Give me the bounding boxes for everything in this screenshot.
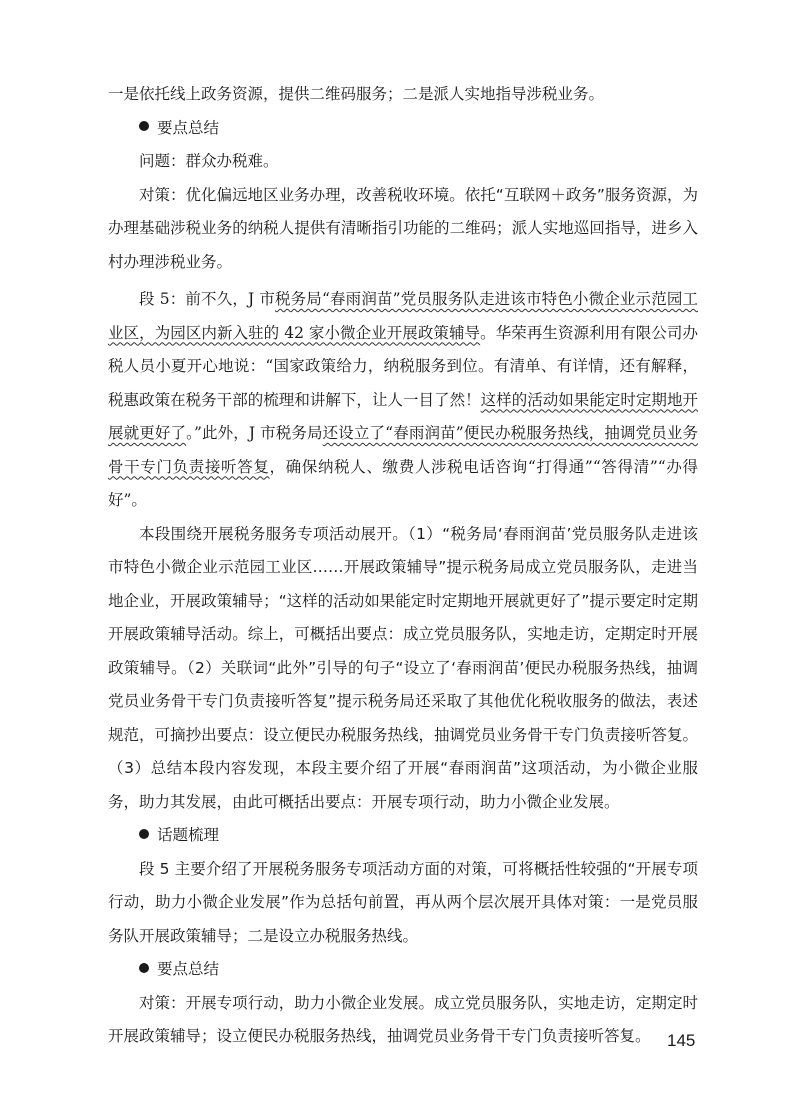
summary-heading-1 [108,112,698,146]
summary-measure-1: 对策：优化偏远地区业务办理，改善税收环境。依托“互联网＋政务”服务资源，为办理基础涉税业务的纳税人提供有清晰指引功能的二维码；派人实地巡回指导，进乡入村办理涉税业务。 [108,185,698,271]
topic-heading-text: 话题梳理 [157,826,220,844]
para5-text-3: 。”此外，J 市税务局 [186,424,323,442]
topic-heading [108,819,698,853]
summary-heading-2-text: 要点总结 [157,960,220,978]
para5-text-2: 。华荣再生资源利用有限公司办税人员小夏开心地说：“国家政策给力，纳税服务到位。有清单、有详情，还有解释，税惠政策在税务干部的梳理和讲解下，让人一目了然！ [108,323,698,409]
page-number: 145 [667,1031,696,1050]
para5-text-4: ，确保纳税人、缴费人涉税电话咨询“打得通”“答得清”“办得好”。 [108,457,698,509]
summary-heading-2 [108,953,698,987]
para5-text-1: 段 5：前不久，J 市 [139,290,275,308]
continued-line: 一是依托线上政务资源，提供二维码服务；二是派人实地指导涉税业务。 [108,85,605,103]
para5-underline-2: 这样的活动如果能定时定期地开展就更好了 [108,390,698,442]
paragraph-5 [108,283,698,518]
bullet-icon [139,121,149,131]
para5-underline-3: 还设立了“春雨润苗”便民办税服务热线，抽调党员业务骨干专门负责接听答复 [108,424,698,476]
para5-underline-1: 税务局“春雨润苗”党员服务队走进该市特色小微企业示范园工业区，为园区内新入驻的 42 家小微企业开展政策辅导 [108,290,698,342]
bullet-icon [139,963,149,973]
topic-text: 段 5 主要介绍了开展税务服务专项活动方面的对策，可将概括性较强的“开展专项行动，助力小微企业发展”作为总括句前置，再从两个层次展开具体对策：一是党员服务队开展政策辅导；二是设立办税服务热线。 [108,859,698,945]
bullet-icon [139,829,149,839]
summary-problem: 问题：群众办税难。 [139,152,279,170]
summary-measure-2: 对策：开展专项行动，助力小微企业发展。成立党员服务队，实地走访，定期定时开展政策辅导；设立便民办税服务热线，抽调党员业务骨干专门负责接听答复。 [108,993,698,1045]
document-page [108,78,698,1054]
summary-heading-1-text: 要点总结 [157,118,220,137]
analysis-paragraph: 本段围绕开展税务服务专项活动展开。（1）“税务局‘春雨润苗’党员服务队走进该市特色小微企业示范园工业区……开展政策辅导”提示税务局成立党员服务队，走进当地企业，开展政策辅导；“这样的活动如果能定时定期地开展就更好了”提示要定时定期开展政策辅导活动。综上，可概括出要点：成立党员服务队，实地走访，定期定时开展政策辅导。（2）关联词“此外”引导的句子“设立了‘春雨润苗’便民办税服务热线，抽调党员业务骨干专门负责接听答复”提示税务局还采取了其他优化税收服务的做法，表述规范，可摘抄出要点：设立便民办税服务热线，抽调党员业务骨干专门负责接听答复。（3）总结本段内容发现，本段主要介绍了开展“春雨润苗”这项活动，为小微企业服务，助力其发展，由此可概括出要点：开展专项行动，助力小微企业发展。 [108,524,698,811]
